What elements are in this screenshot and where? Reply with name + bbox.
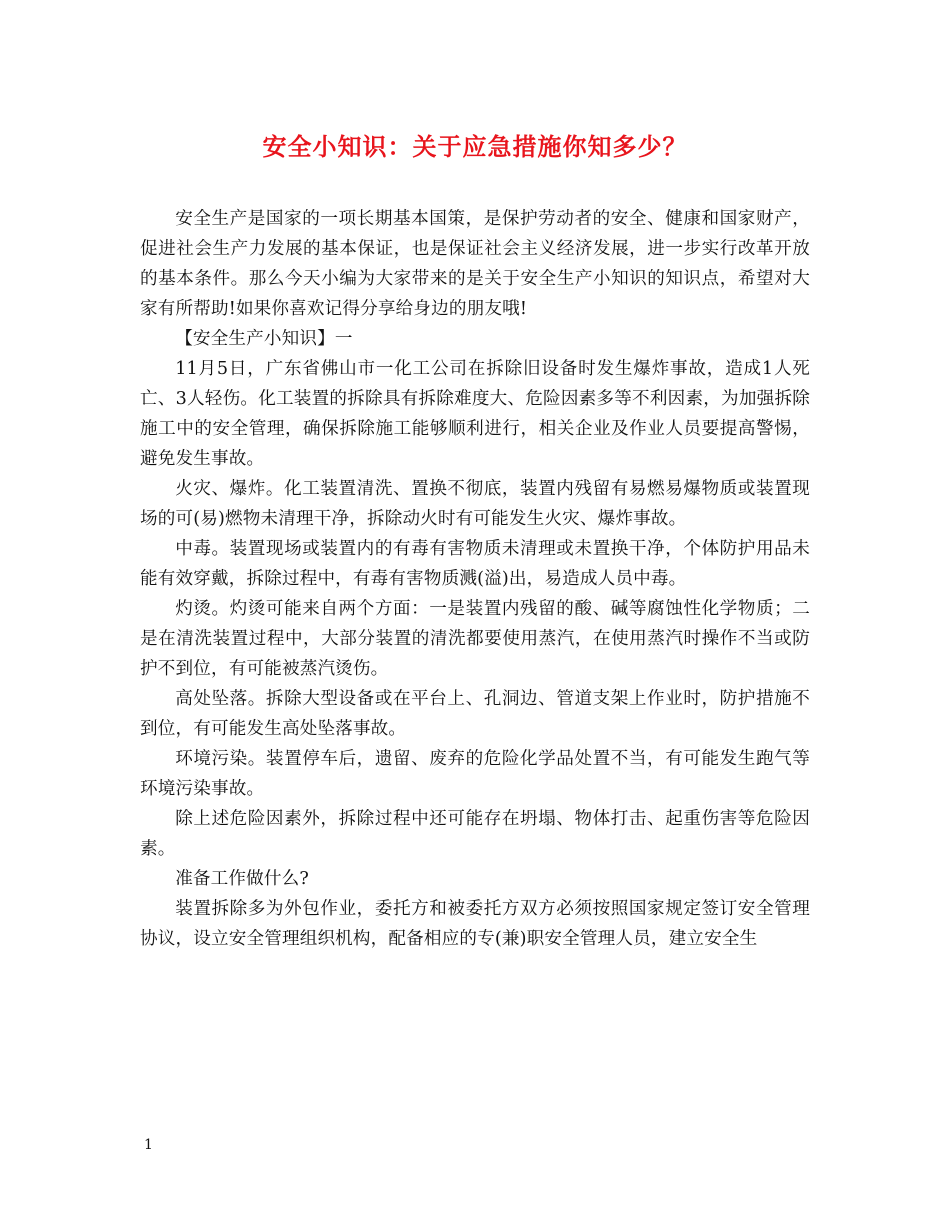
paragraph-preparation-heading: 准备工作做什么? [175, 869, 309, 889]
paragraph-poisoning: 中毒。装置现场或装置内的有毒有害物质未清理或未置换干净，个体防护用品未能有效穿戴，拆除过程中，有毒有害物质溅(溢)出，易造成人员中毒。 [140, 539, 810, 589]
paragraph-fall: 高处坠落。拆除大型设备或在平台上、孔洞边、管道支架上作业时，防护措施不到位，有可能发生高处坠落事故。 [140, 689, 810, 739]
paragraph-preparation: 装置拆除多为外包作业，委托方和被委托方双方必须按照国家规定签订安全管理协议，设立安全管理组织机构，配备相应的专(兼)职安全管理人员，建立安全生 [140, 899, 810, 949]
document-title: 安全小知识：关于应急措施你知多少？ [262, 132, 688, 161]
paragraph-accident: 11月5日，广东省佛山市一化工公司在拆除旧设备时发生爆炸事故，造成1人死亡、3人轻伤。化工装置的拆除具有拆除难度大、危险因素多等不利因素，为加强拆除施工中的安全管理，确保拆除施工能够顺利进行，相关企业及作业人员要提高警惕，避免发生事故。 [140, 359, 810, 469]
paragraph-burns: 灼烫。灼烫可能来自两个方面：一是装置内残留的酸、碱等腐蚀性化学物质；二是在清洗装置过程中，大部分装置的清洗都要使用蒸汽，在使用蒸汽时操作不当或防护不到位，有可能被蒸汽烫伤。 [140, 599, 810, 679]
document-body [140, 204, 810, 954]
paragraph-pollution: 环境污染。装置停车后，遗留、废弃的危险化学品处置不当，有可能发生跑气等环境污染事故。 [140, 749, 810, 799]
paragraph-other-risks: 除上述危险因素外，拆除过程中还可能存在坍塌、物体打击、起重伤害等危险因素。 [140, 809, 810, 859]
paragraph-fire-explosion: 火灾、爆炸。化工装置清洗、置换不彻底，装置内残留有易燃易爆物质或装置现场的可(易)燃物未清理干净，拆除动火时有可能发生火灾、爆炸事故。 [140, 479, 810, 529]
page-number: 1 [144, 1137, 153, 1153]
paragraph-intro: 安全生产是国家的一项长期基本国策，是保护劳动者的安全、健康和国家财产，促进社会生产力发展的基本保证，也是保证社会主义经济发展，进一步实行改革开放的基本条件。那么今天小编为大家带来的是关于安全生产小知识的知识点，希望对大家有所帮助!如果你喜欢记得分享给身边的朋友哦! [140, 209, 810, 319]
paragraph-section-heading: 【安全生产小知识】一 [175, 329, 353, 349]
